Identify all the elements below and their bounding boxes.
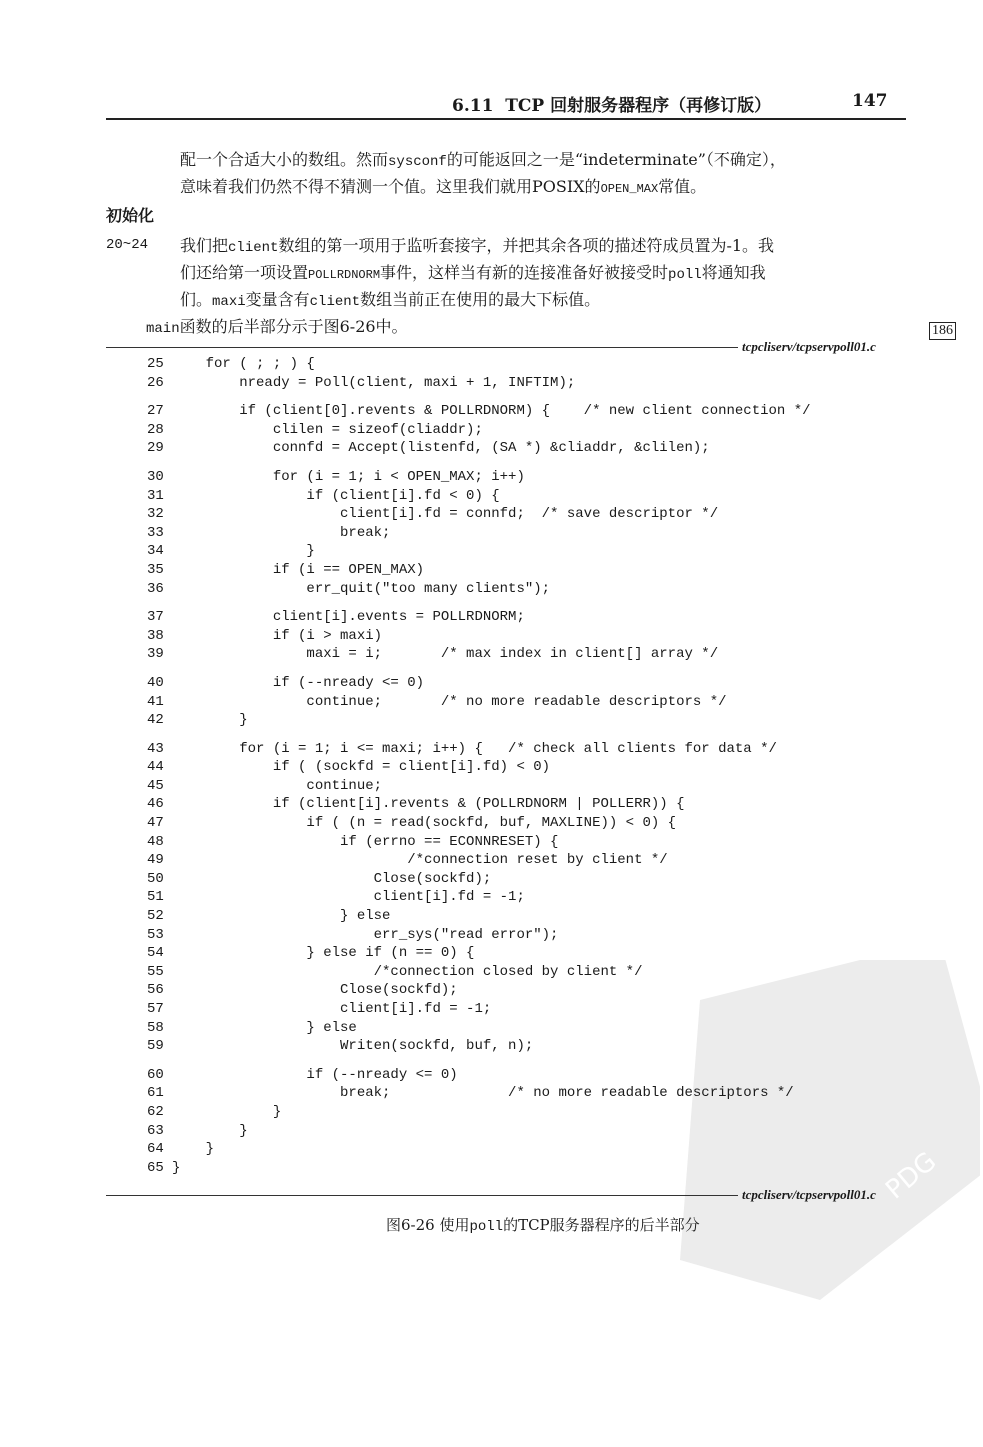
running-header: 6.11 TCP 回射服务器程序（再修订版） [452,96,772,116]
code-text: err_quit("too many clients"); [172,580,551,597]
line-number: 57 [147,1001,164,1017]
line-number: 45 [147,777,164,794]
code-text: if (client[i].revents & (POLLRDNORM | POLLERR)) { [172,796,685,813]
init-line-1 [180,232,774,262]
line-number: 60 [147,1066,164,1083]
line-number: 37 [147,609,164,626]
margin-page-ref: 186 [929,322,956,340]
code-text: client[i].fd = -1; [172,889,525,906]
code-term: POLLRDNORM [308,268,381,282]
code-text: Writen(sockfd, buf, n); [172,1038,534,1055]
watermark-logo [640,960,980,1300]
line-number: 27 [147,403,164,420]
code-text: } [172,1122,248,1139]
line-number: 33 [147,524,164,541]
text: 事件，这样当有新的连接准备好被接受时 [380,263,669,282]
code-text: /*connection reset by client */ [172,852,668,869]
code-text: client[i].events = POLLRDNORM; [172,609,525,626]
source-filename-bottom: tcpcliserv/tcpservpoll01.c [742,1187,876,1202]
code-term: main [146,321,180,337]
line-number: 36 [147,580,164,597]
init-line-2 [180,259,766,289]
line-number: 56 [147,982,164,999]
code-text: for (i = 1; i < OPEN_MAX; i++) [172,468,525,485]
code-text: Close(sockfd); [172,870,492,887]
line-number: 59 [147,1038,164,1055]
code-term: maxi [212,294,246,310]
line-number: 44 [147,759,164,776]
main-note [146,313,408,343]
code-text: } else if (n == 0) { [172,945,475,962]
text: 的可能返回之一是“indeterminate”（不确定）， [446,150,786,169]
code-term: poll [668,267,702,283]
line-number: 61 [147,1085,164,1102]
code-term: client [228,240,279,256]
code-text: } [172,1103,282,1120]
code-text: err_sys("read error"); [172,926,559,943]
text: 将通知我 [701,263,766,282]
text: 数组当前正在使用的最大下标值。 [360,290,601,309]
code-text: connfd = Accept(listenfd, (SA *) &cliaddr, &clilen); [172,440,710,457]
code-text: continue; [172,777,383,794]
code-text: if (i > maxi) [172,627,383,644]
code-text: } else [172,1019,357,1036]
code-text: nready = Poll(client, maxi + 1, INFTIM); [172,374,576,391]
code-text: if (i == OPEN_MAX) [172,561,425,578]
line-number: 51 [147,889,164,906]
section-heading: 初始化 [106,206,155,225]
line-number: 43 [147,740,164,757]
code-text: } [172,1141,215,1158]
code-text: if (client[0].revents & POLLRDNORM) { /* new client connection */ [172,403,811,420]
code-text: } [172,543,315,560]
code-text: } [172,1159,181,1176]
line-number: 63 [147,1122,164,1139]
text: 常值。 [658,177,707,196]
line-number: 54 [147,945,164,962]
code-text: if (errno == ECONNRESET) { [172,833,559,850]
line-number: 42 [147,712,164,729]
line-number: 52 [147,908,164,925]
page-number: 147 [852,91,888,111]
code-text: for (i = 1; i <= maxi; i++) { /* check all clients for data */ [172,740,777,757]
line-number: 34 [147,543,164,560]
line-number: 47 [147,815,164,832]
code-text: /*connection closed by client */ [172,963,643,980]
line-number: 40 [147,674,164,691]
code-text: maxi = i; /* max index in client[] array */ [172,646,719,663]
line-number: 38 [147,627,164,644]
line-number: 55 [147,963,164,980]
code-text: clilen = sizeof(cliaddr); [172,421,483,438]
text: 们。 [180,290,213,309]
line-number: 26 [147,374,164,391]
source-rule-top [106,347,738,348]
text: 函数的后半部分示于图6-26中。 [179,317,408,336]
code-text: break; /* no more readable descriptors */ [172,1085,794,1102]
text: 图6-26 使用 [386,1216,470,1234]
line-number: 39 [147,646,164,663]
line-number: 35 [147,561,164,578]
svg-text:PDG: PDG [880,1146,943,1206]
line-reference: 20~24 [106,237,149,253]
code-text: if ( (sockfd = client[i].fd) < 0) [172,759,551,776]
source-filename-top: tcpcliserv/tcpservpoll01.c [742,339,876,354]
line-number: 64 [147,1141,164,1158]
code-term: sysconf [388,154,447,170]
line-number: 25 [147,356,164,372]
line-number: 49 [147,852,164,869]
intro-line-2 [180,173,706,203]
header-rule [106,118,906,120]
line-number: 48 [147,833,164,850]
code-text: } [172,712,248,729]
code-text: Close(sockfd); [172,982,458,999]
code-text: break; [172,524,391,541]
intro-line-1 [180,146,786,176]
code-text: if ( (n = read(sockfd, buf, MAXLINE)) < 0) { [172,815,677,832]
code-text: for ( ; ; ) { [172,356,315,372]
code-text: if (client[i].fd < 0) { [172,487,500,504]
line-number: 29 [147,440,164,457]
text: 我们把 [180,236,229,255]
text: 意味着我们仍然不得不猜测一个值。这里我们就用POSIX的 [180,177,601,196]
code-text: client[i].fd = connfd; /* save descriptor */ [172,506,719,523]
figure-caption [386,1214,700,1235]
code-term: client [309,294,361,310]
text: 数组的第一项用于监听套接字，并把其余各项的描述符成员置为-1。我 [278,236,775,255]
code-text: if (--nready <= 0) [172,1066,458,1083]
text: 们还给第一项设置 [180,263,309,282]
line-number: 30 [147,468,164,485]
init-line-3 [180,286,600,316]
code-text: client[i].fd = -1; [172,1001,492,1017]
line-number: 50 [147,870,164,887]
line-number: 32 [147,506,164,523]
source-rule-bottom [106,1195,738,1196]
line-number: 62 [147,1103,164,1120]
text: 的TCP服务器程序的后半部分 [503,1216,700,1234]
code-term: poll [469,1219,504,1235]
line-number: 53 [147,926,164,943]
code-text: continue; /* no more readable descriptors */ [172,693,727,710]
code-term: OPEN_MAX [600,182,659,196]
line-number: 31 [147,487,164,504]
code-text: } else [172,908,391,925]
code-text: if (--nready <= 0) [172,674,425,691]
text: 变量含有 [245,290,310,309]
line-number: 28 [147,421,164,438]
line-number: 58 [147,1019,164,1036]
line-number: 46 [147,796,164,813]
line-number: 65 [147,1159,164,1176]
text: 配一个合适大小的数组。然而 [180,150,389,169]
line-number: 41 [147,693,164,710]
